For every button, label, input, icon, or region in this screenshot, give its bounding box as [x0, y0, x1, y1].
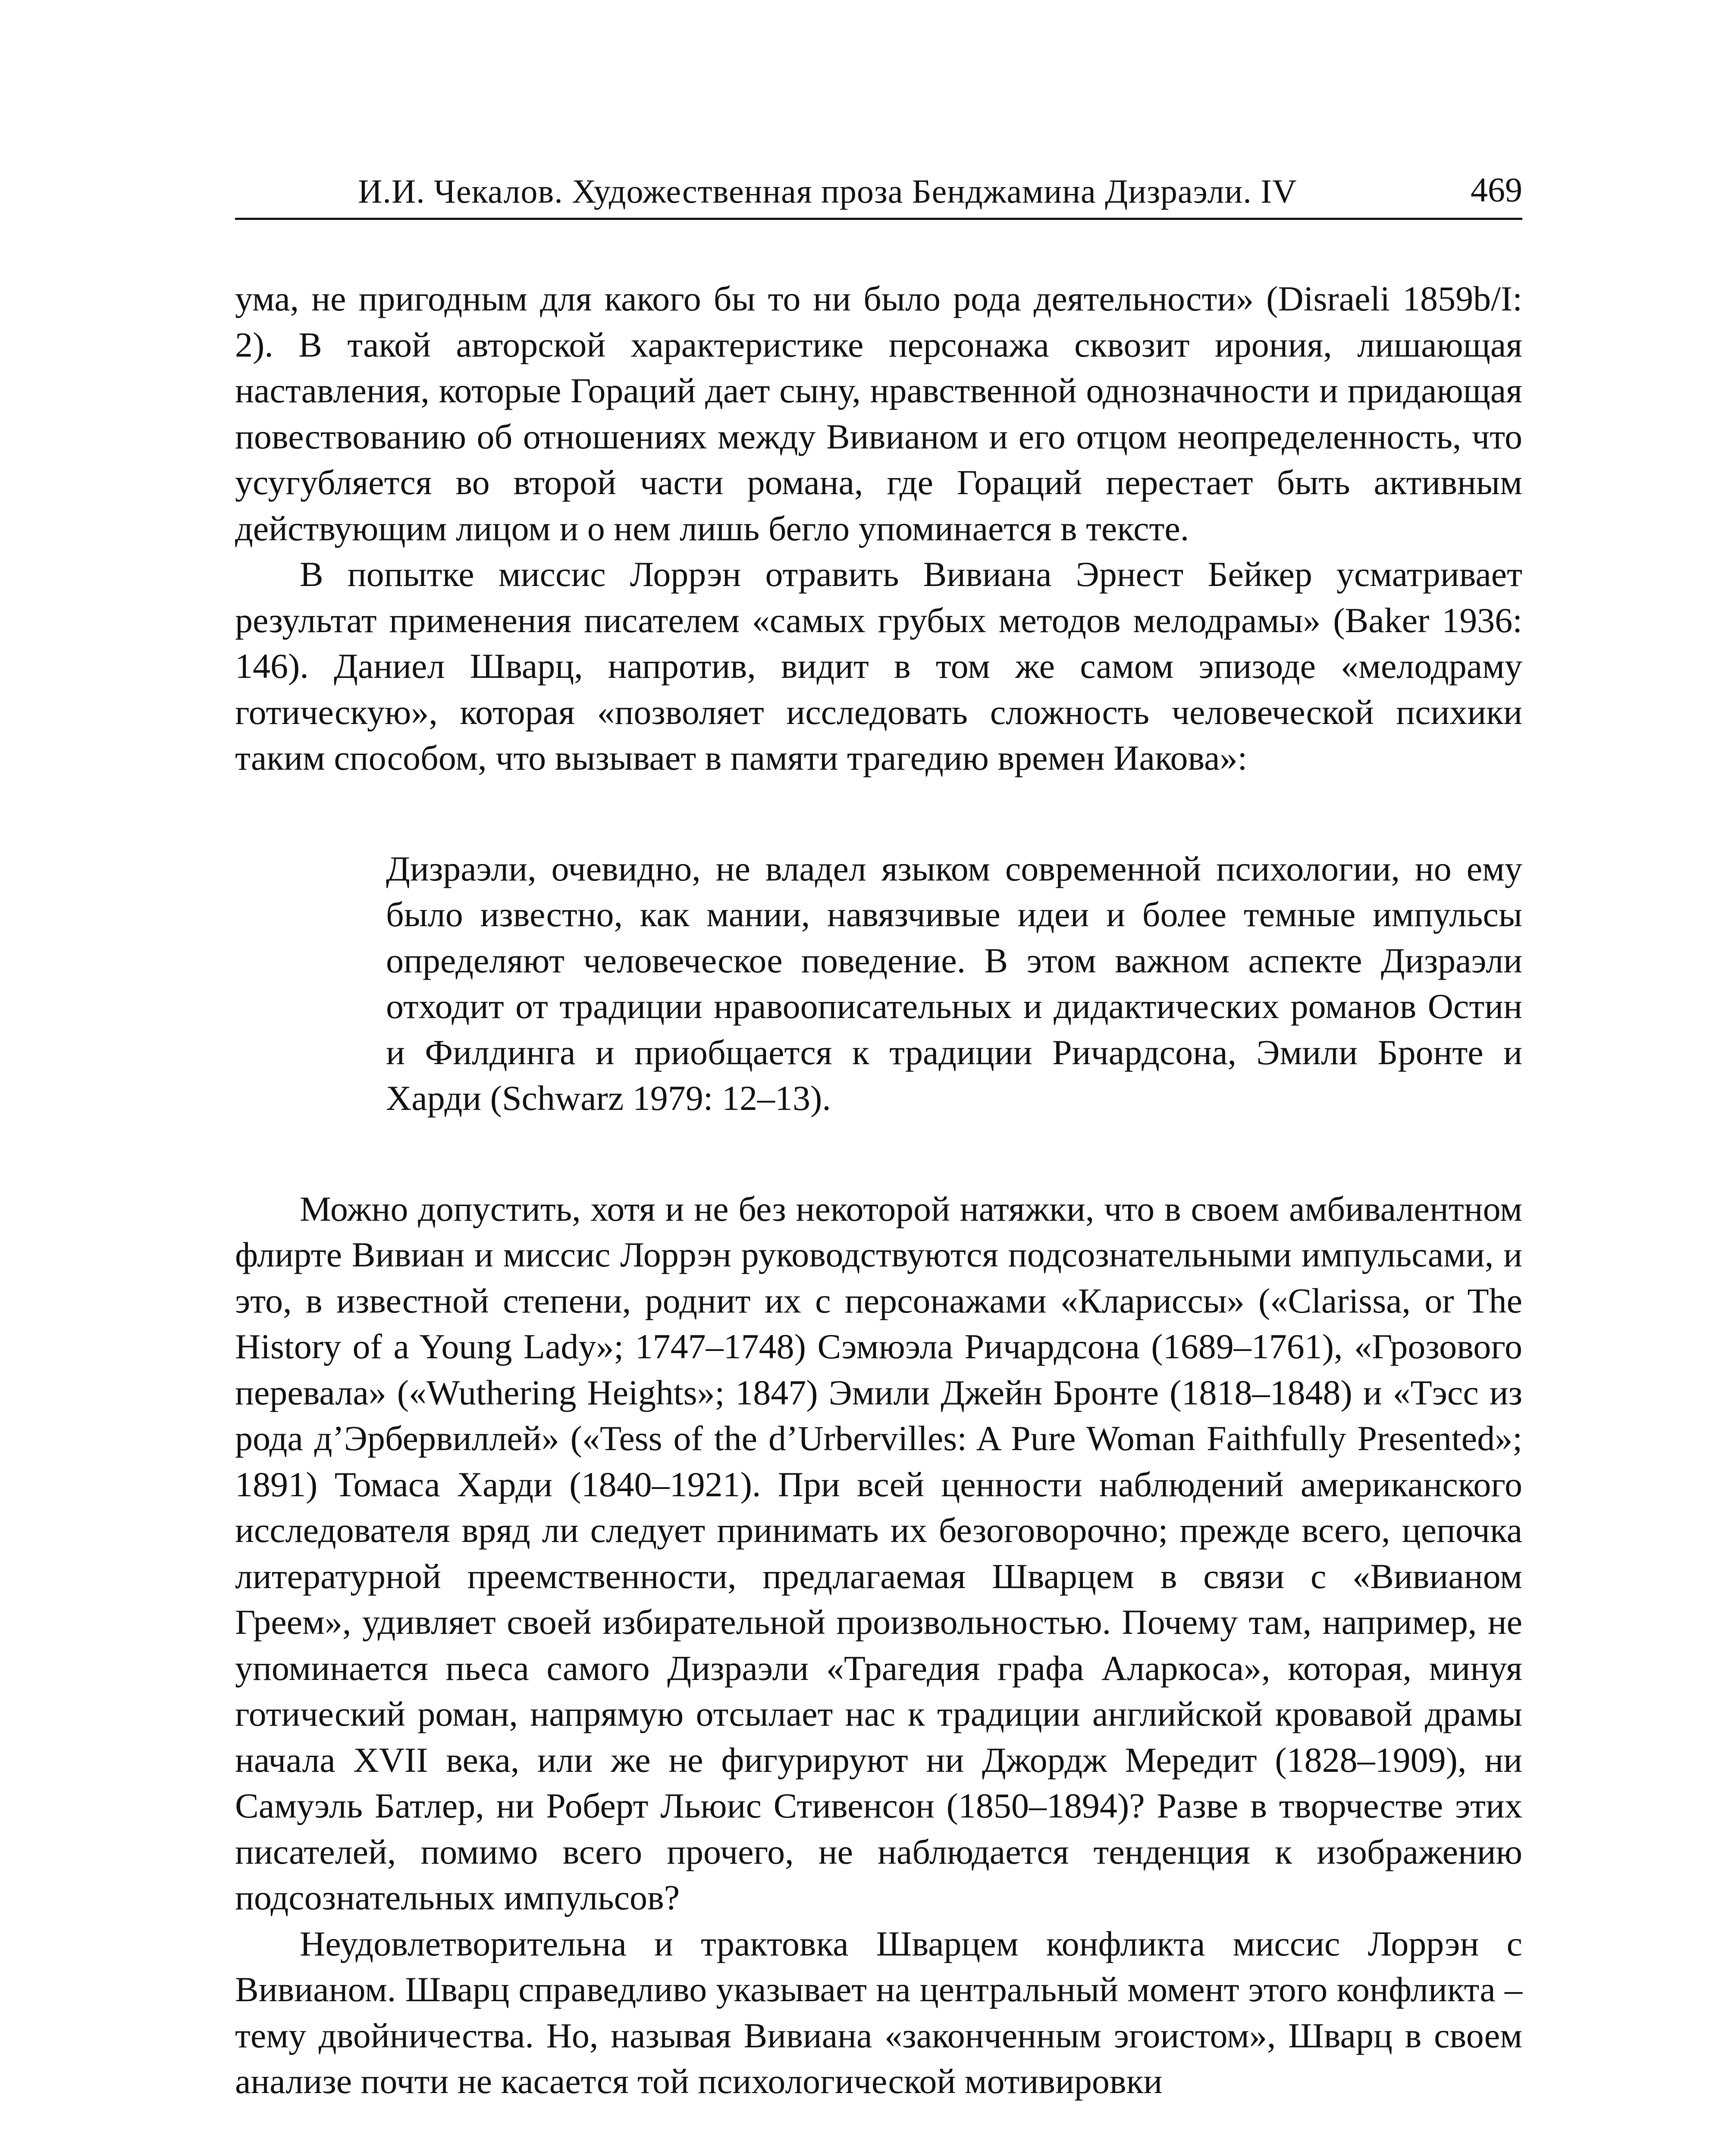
- block-quote: Дизраэли, очевидно, не владел языком современной психологии, но ему было известно, как мании, навязчивые идеи и более темные импульсы определяют человеческое поведение. В этом важном аспекте Дизраэли отходит от традиции нравоописательных и дидактических романов Остин и Филдинга и приобщается к традиции Ричардсона, Эмили Бронте и Харди (Schwarz 1979: 12–13).: [386, 849, 1522, 1118]
- paragraph-4: Неудовлетворительна и трактовка Шварцем конфликта миссис Лоррэн с Вивианом. Шварц справедливо указывает на центральный момент этого конфликта – тему двойничества. Но, называя Вивиана «законченным эгоистом», Шварц в своем анализе почти не касается той психологической мотивировки: [235, 1924, 1522, 2101]
- paragraph-2: В попытке миссис Лоррэн отравить Вивиана Эрнест Бейкер усматривает результат применения писателем «самых грубых методов мелодрамы» (Baker 1936: 146). Даниел Шварц, напротив, видит в том же самом эпизоде «мелодраму готическую», которая «позволяет исследовать сложность человеческой психики таким способом, что вызывает в памяти трагедию времен Иакова»:: [235, 555, 1522, 777]
- paragraph-3: Можно допустить, хотя и не без некоторой натяжки, что в своем амбивалентном флирте Вивиан и миссис Лоррэн руководствуются подсознательными импульсами, и это, в известной степени, роднит их с персонажами «Клариссы» («Clarissa, or The History of a Young Lady»; 1747–1748) Сэмюэла Ричардсона (1689–1761), «Грозового перевала» («Wuthering Heights»; 1847) Эмили Джейн Бронте (1818–1848) и «Тэсс из рода д’Эрбервиллей» («Tess of the d’Urbervilles: A Pure Woman Faithfully Presented»; 1891) Томаса Харди (1840–1921). При всей ценности наблюдений американского исследователя вряд ли следует принимать их безоговорочно; прежде всего, цепочка литературной преемственности, предлагаемая Шварцем в связи с «Вивианом Греем», удивляет своей избирательной произвольностью. Почему там, например, не упоминается пьеса самого Дизраэли «Трагедия графа Аларкоса», которая, минуя готический роман, напрямую отсылает нас к традиции английской кровавой драмы начала XVII века, или же не фигурируют ни Джордж Мередит (1828–1909), ни Самуэль Батлер, ни Роберт Льюис Стивенсон (1850–1894)? Разве в творчестве этих писателей, помимо всего прочего, не наблюдается тенденция к изображению подсознательных импульсов?: [235, 1189, 1522, 1917]
- body-text: [235, 276, 1522, 2105]
- page-number: 469: [1471, 171, 1522, 209]
- paragraph-1: ума, не пригодным для какого бы то ни было рода деятельности» (Disraeli 1859b/I: 2). В такой авторской характеристике персонажа сквозит ирония, лишающая наставления, которые Гораций дает сыну, нравственной однозначности и придающая повествованию об отношениях между Вивианом и его отцом неопределенность, что усугубляется во второй части романа, где Гораций перестает быть активным действующим лицом и о нем лишь бегло упоминается в тексте.: [235, 279, 1522, 548]
- running-title: И.И. Чекалов. Художественная проза Бенджамина Дизраэли. IV: [358, 172, 1297, 210]
- running-head: [235, 166, 1522, 220]
